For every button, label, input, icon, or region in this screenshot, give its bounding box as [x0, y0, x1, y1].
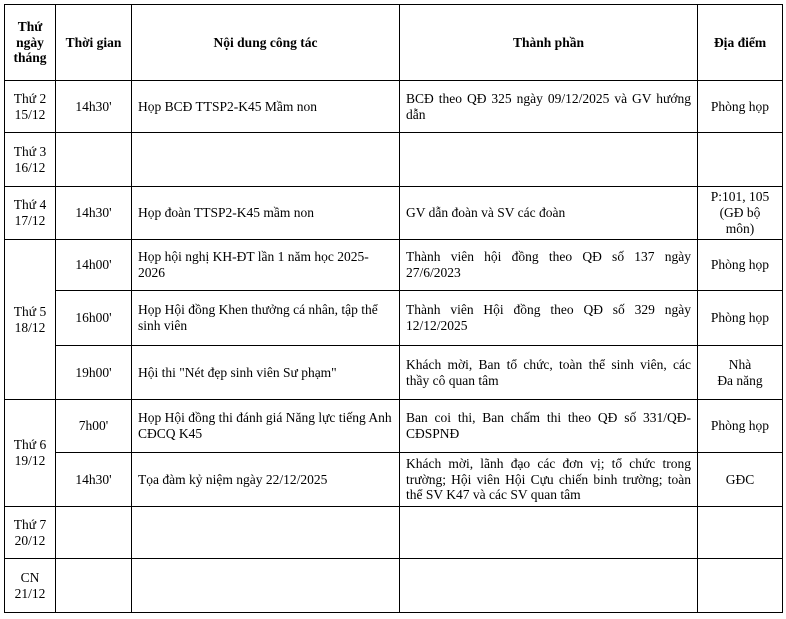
place-cell [698, 559, 783, 613]
time-cell [56, 133, 132, 187]
time-cell: 14h30' [56, 453, 132, 507]
time-cell: 14h30' [56, 81, 132, 133]
place-cell [698, 453, 783, 507]
content-cell: Họp đoàn TTSP2-K45 mầm non [132, 187, 400, 240]
header-day-line: Thứ [17, 18, 43, 34]
time-cell [56, 507, 132, 559]
place-cell [698, 187, 783, 240]
header-day-line: tháng [13, 50, 47, 66]
day-cell [5, 240, 56, 400]
day-weekday: Thứ 6 [13, 437, 47, 453]
day-cell [5, 133, 56, 187]
time-cell: 14h30' [56, 187, 132, 240]
content-cell [132, 507, 400, 559]
members-cell: Khách mời, lãnh đạo các đơn vị; tổ chức trong trường; Hội viên Hội Cựu chiến binh trường; toàn thể SV K47 và các SV quan tâm [400, 453, 698, 507]
content-cell: Tọa đàm kỷ niệm ngày 22/12/2025 [132, 453, 400, 507]
day-weekday: Thứ 7 [13, 516, 47, 532]
place-cell [698, 346, 783, 400]
place-name: Phòng họp [710, 418, 770, 434]
table-row [5, 400, 783, 453]
header-content: Nội dung công tác [132, 5, 400, 81]
members-cell: Thành viên Hội đồng theo QĐ số 329 ngày 12/12/2025 [400, 291, 698, 346]
day-weekday: CN [20, 569, 40, 585]
day-cell [5, 507, 56, 559]
header-day-line: ngày [16, 34, 44, 50]
place-name: Phòng họp [710, 257, 770, 273]
day-date: 18/12 [14, 319, 46, 335]
members-cell: BCĐ theo QĐ 325 ngày 09/12/2025 và GV hướng dẫn [400, 81, 698, 133]
header-row [5, 5, 783, 81]
place-name: Nhà [728, 356, 752, 372]
day-date: 15/12 [14, 106, 46, 122]
members-cell: Ban coi thi, Ban chấm thi theo QĐ số 331/QĐ-CĐSPNĐ [400, 400, 698, 453]
header-place: Địa điểm [698, 5, 783, 81]
place-cell [698, 133, 783, 187]
day-date: 19/12 [14, 453, 46, 468]
day-cell [5, 81, 56, 133]
day-date: 21/12 [14, 585, 46, 601]
place-name: P:101, 105 [710, 189, 770, 205]
table-row [5, 187, 783, 240]
time-cell: 7h00' [56, 400, 132, 453]
members-cell: Thành viên hội đồng theo QĐ số 137 ngày 27/6/2023 [400, 240, 698, 291]
day-date: 17/12 [14, 213, 46, 228]
day-weekday: Thứ 5 [13, 303, 47, 319]
place-name: Phòng họp [710, 98, 770, 114]
header-time: Thời gian [56, 5, 132, 81]
header-members: Thành phần [400, 5, 698, 81]
time-cell: 16h00' [56, 291, 132, 346]
members-cell: Khách mời, Ban tổ chức, toàn thể sinh viên, các thầy cô quan tâm [400, 346, 698, 400]
day-cell [5, 400, 56, 507]
content-cell: Họp Hội đồng Khen thưởng cá nhân, tập thể sinh viên [132, 291, 400, 346]
content-cell [132, 559, 400, 613]
work-schedule-table [4, 4, 783, 613]
table-row [5, 559, 783, 613]
table-row [5, 346, 783, 400]
table-row [5, 133, 783, 187]
content-cell: Họp BCĐ TTSP2-K45 Mầm non [132, 81, 400, 133]
time-cell: 19h00' [56, 346, 132, 400]
place-note: Đa năng [717, 372, 763, 388]
day-weekday: Thứ 4 [13, 197, 47, 213]
table-row [5, 453, 783, 507]
members-cell [400, 559, 698, 613]
place-cell [698, 81, 783, 133]
content-cell: Hội thi "Nét đẹp sinh viên Sư phạm" [132, 346, 400, 400]
time-cell [56, 559, 132, 613]
day-weekday: Thứ 3 [13, 143, 47, 159]
members-cell [400, 133, 698, 187]
content-cell: Họp Hội đồng thi đánh giá Năng lực tiếng Anh CĐCQ K45 [132, 400, 400, 453]
place-cell [698, 291, 783, 346]
content-cell [132, 133, 400, 187]
day-weekday: Thứ 2 [13, 90, 47, 106]
day-cell [5, 187, 56, 240]
place-name: Phòng họp [710, 310, 770, 326]
table-row [5, 291, 783, 346]
place-note: (GĐ bộ môn) [719, 205, 761, 236]
members-cell: GV dẫn đoàn và SV các đoàn [400, 187, 698, 240]
place-name: GĐC [725, 471, 755, 487]
place-cell [698, 400, 783, 453]
header-day [5, 5, 56, 81]
table-row [5, 81, 783, 133]
day-cell [5, 559, 56, 613]
day-date: 20/12 [14, 532, 46, 548]
time-cell: 14h00' [56, 240, 132, 291]
place-cell [698, 507, 783, 559]
day-date: 16/12 [14, 159, 46, 175]
place-cell [698, 240, 783, 291]
table-row [5, 240, 783, 291]
table-row [5, 507, 783, 559]
members-cell [400, 507, 698, 559]
content-cell: Họp hội nghị KH-ĐT lần 1 năm học 2025-2026 [132, 240, 400, 291]
